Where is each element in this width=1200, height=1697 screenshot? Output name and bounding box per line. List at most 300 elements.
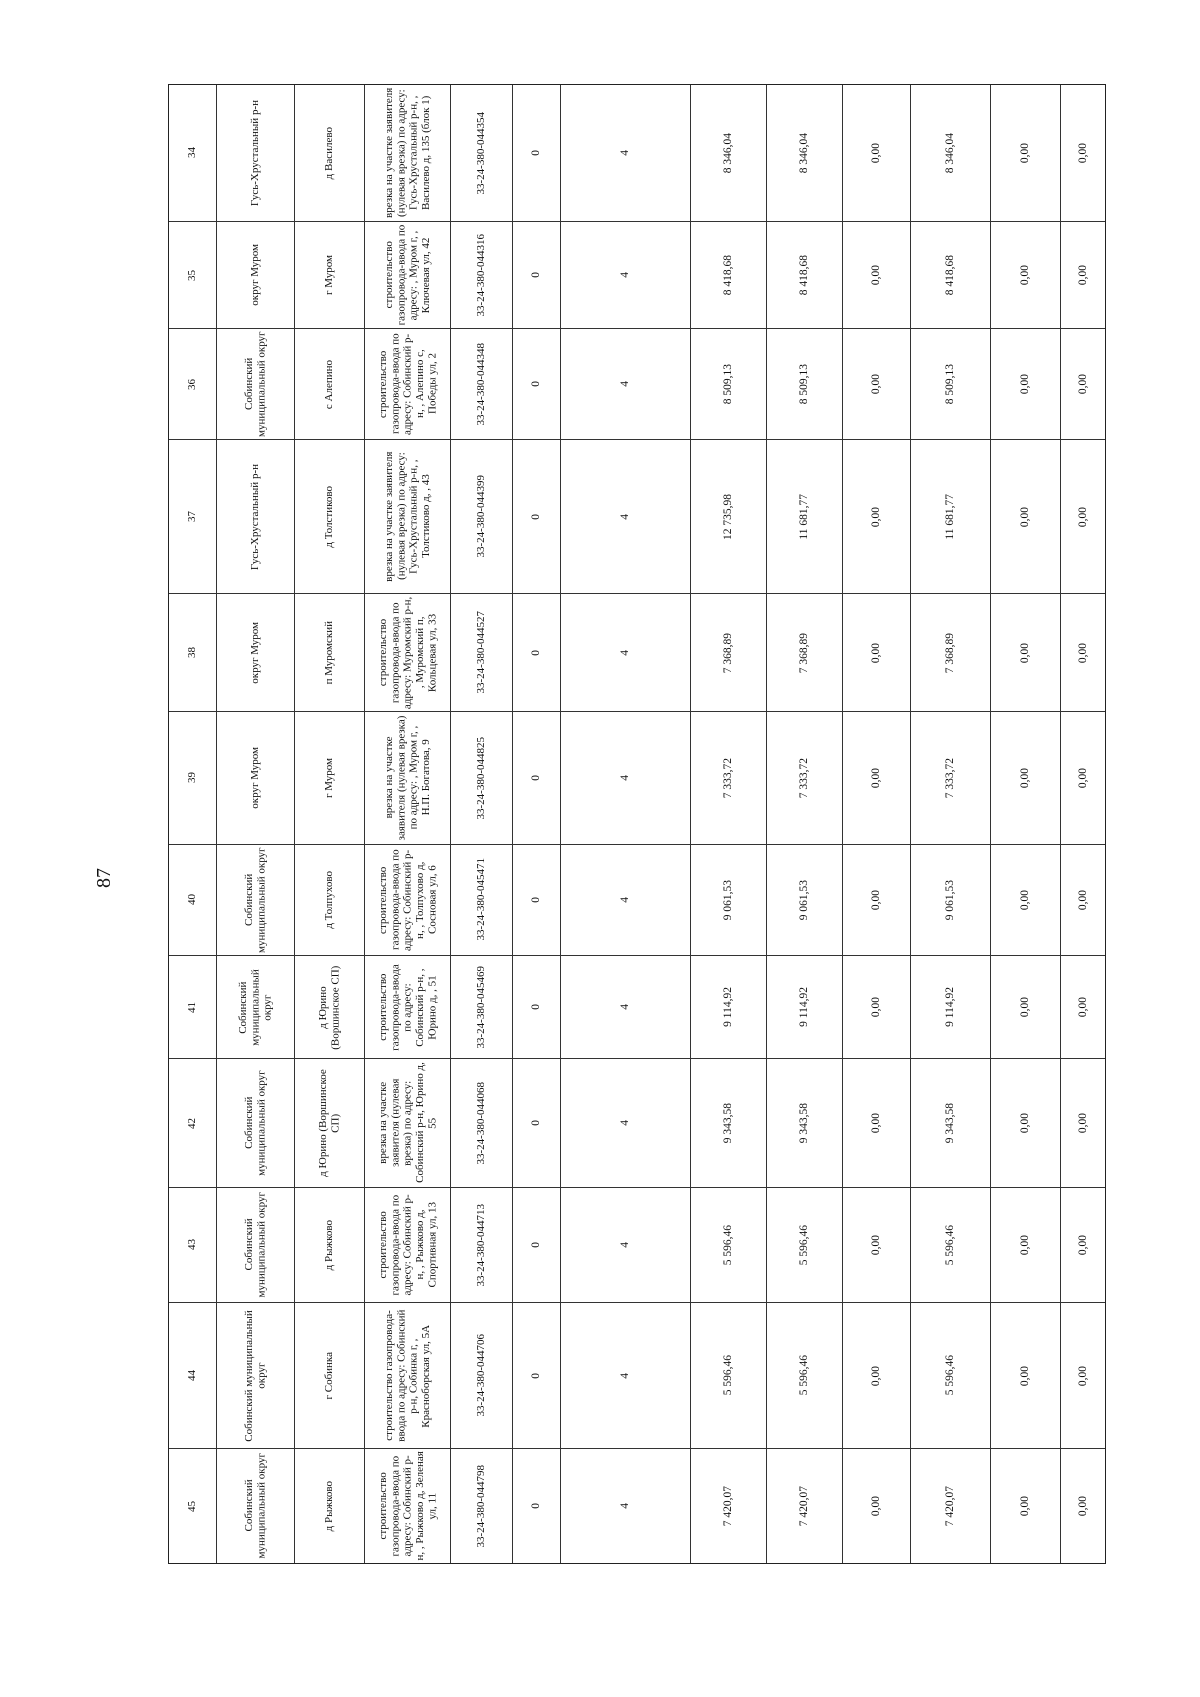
cell-value-2-text: 11 681,77: [798, 493, 811, 540]
cell-col-b: [561, 1188, 691, 1302]
cell-row-number-text: 39: [186, 772, 199, 784]
cell-value-1: [691, 440, 767, 593]
cell-row-number: [169, 845, 217, 955]
cell-value-2: [767, 845, 843, 955]
cell-col-b-text: 4: [619, 272, 632, 279]
cell-description: [365, 329, 451, 439]
cell-settlement: [295, 222, 365, 328]
cell-row-number-text: 35: [186, 269, 199, 281]
cell-row-number: [169, 1188, 217, 1302]
cell-value-5: [991, 1449, 1061, 1563]
cell-district-text: Собинский муниципальный округ: [243, 1453, 268, 1559]
cell-value-6: [1061, 594, 1105, 711]
cell-value-5-text: 0,00: [1019, 1496, 1032, 1517]
cell-code: [451, 1188, 513, 1302]
cell-value-1-text: 9 114,92: [722, 987, 735, 1027]
cell-district-text: округ Муром: [249, 621, 262, 684]
cell-code-text: 33-24-380-044068: [475, 1082, 488, 1165]
cell-row-number: [169, 1449, 217, 1563]
cell-value-5-text: 0,00: [1019, 996, 1032, 1018]
cell-district-text: Собинский муниципальный округ: [243, 846, 268, 953]
cell-row-number: [169, 594, 217, 711]
cell-col-b: [561, 1059, 691, 1187]
cell-settlement: [295, 440, 365, 593]
cell-description: [365, 1188, 451, 1302]
cell-row-number-text: 34: [186, 147, 199, 159]
cell-value-4: [911, 440, 991, 593]
cell-value-4-text: 5 596,46: [944, 1224, 957, 1266]
cell-col-a-text: 0: [530, 1004, 543, 1010]
cell-settlement-text: г Муром: [323, 757, 336, 798]
cell-value-3-text: 0,00: [870, 1365, 883, 1386]
cell-col-b-text: 4: [619, 896, 632, 903]
cell-col-a: [513, 594, 561, 711]
cell-value-5: [991, 85, 1061, 221]
cell-code-text: 33-24-380-044798: [475, 1464, 488, 1548]
cell-col-a-text: 0: [530, 649, 543, 656]
cell-value-1: [691, 222, 767, 328]
cell-value-6-text: 0,00: [1076, 889, 1089, 910]
cell-code: [451, 1059, 513, 1187]
cell-value-3-text: 0,00: [870, 374, 883, 395]
cell-value-4-text: 9 114,92: [944, 987, 957, 1027]
cell-row-number: [169, 956, 217, 1059]
cell-settlement-text: д Юрино (Воршинское СП): [317, 964, 342, 1050]
cell-col-a-text: 0: [530, 1503, 543, 1510]
table-row: [169, 1302, 1105, 1449]
cell-value-3: [843, 85, 911, 221]
cell-district: [217, 85, 295, 221]
cell-value-1-text: 9 343,58: [722, 1103, 735, 1144]
cell-code: [451, 440, 513, 593]
cell-value-5: [991, 712, 1061, 843]
cell-value-6-text: 0,00: [1076, 642, 1089, 663]
cell-settlement-text: д Василево: [323, 126, 336, 180]
cell-settlement-text: д Рыжково: [323, 1219, 336, 1271]
cell-col-b-text: 4: [619, 775, 632, 781]
cell-description-text: строительство газопровода-ввода по адресу: Собинский р-н, , Рыжково д, Спортивная ул, 13: [376, 1194, 438, 1296]
cell-row-number-text: 41: [186, 1001, 199, 1013]
cell-value-6-text: 0,00: [1076, 1113, 1089, 1134]
cell-value-6-text: 0,00: [1076, 142, 1089, 164]
cell-col-b: [561, 85, 691, 221]
cell-district-text: Собинский муниципальный округ: [237, 968, 274, 1046]
cell-value-4: [911, 85, 991, 221]
cell-code-text: 33-24-380-044316: [475, 233, 488, 317]
cell-value-3-text: 0,00: [870, 767, 883, 789]
cell-col-b-text: 4: [619, 513, 632, 520]
cell-value-5-text: 0,00: [1019, 642, 1032, 663]
cell-value-3-text: 0,00: [870, 1496, 883, 1517]
cell-value-4-text: 11 681,77: [944, 493, 957, 540]
cell-description: [365, 222, 451, 328]
cell-value-1-text: 5 596,46: [722, 1224, 735, 1266]
cell-code-text: 33-24-380-044348: [475, 343, 488, 426]
cell-value-4: [911, 845, 991, 955]
cell-description-text: врезка на участке заявителя (нулевая врезка) по адресу: Гусь-Хрустальный р-н, , Толстиково д, , 43: [382, 451, 432, 582]
cell-value-5-text: 0,00: [1019, 506, 1032, 527]
cell-value-4: [911, 222, 991, 328]
cell-row-number-text: 38: [186, 647, 199, 659]
cell-value-4: [911, 594, 991, 711]
cell-value-4-text: 8 346,04: [944, 132, 957, 174]
cell-value-1: [691, 956, 767, 1059]
cell-col-b: [561, 594, 691, 711]
cell-value-1-text: 12 735,98: [722, 493, 735, 540]
cell-settlement-text: д Юрино (Воршинское СП): [317, 1069, 342, 1178]
cell-row-number: [169, 440, 217, 593]
cell-col-b: [561, 712, 691, 843]
cell-row-number: [169, 1059, 217, 1187]
cell-description-text: строительство газопровода-ввода по адресу: , Муром г, , Ключевая ул, 42: [382, 224, 432, 326]
cell-district: [217, 594, 295, 711]
cell-col-a: [513, 1303, 561, 1449]
cell-district: [217, 1303, 295, 1449]
table-row: [169, 593, 1105, 711]
cell-code: [451, 594, 513, 711]
cell-district-text: Собинский муниципальный округ: [243, 1192, 268, 1298]
cell-value-4-text: 5 596,46: [944, 1355, 957, 1396]
cell-code-text: 33-24-380-044706: [475, 1334, 488, 1417]
cell-col-a: [513, 712, 561, 843]
cell-value-4: [911, 712, 991, 843]
cell-settlement: [295, 1188, 365, 1302]
cell-description-text: строительство газопровода-ввода по адресу: Собинский р-н, , Толпухово д, Сосновая ул, 6: [376, 849, 438, 951]
cell-col-a-text: 0: [530, 1242, 543, 1248]
cell-value-2: [767, 594, 843, 711]
cell-settlement: [295, 85, 365, 221]
table-row: [169, 221, 1105, 328]
cell-value-4: [911, 1188, 991, 1302]
cell-description-text: врезка на участке заявителя (нулевая врезка) по адресу: , Муром г, , Н.П. Богатова, 9: [382, 715, 432, 841]
cell-col-b: [561, 329, 691, 439]
cell-row-number-text: 42: [186, 1117, 199, 1129]
cell-description-text: строительство газопровода-ввода по адресу: Муромский р-н, , Муромский п, Кольцевая ул, 33: [376, 596, 438, 709]
cell-value-2-text: 5 596,46: [798, 1355, 811, 1396]
cell-row-number: [169, 85, 217, 221]
cell-description: [365, 712, 451, 843]
cell-value-6-text: 0,00: [1076, 767, 1089, 789]
cell-description: [365, 1059, 451, 1187]
cell-value-1-text: 8 346,04: [722, 132, 735, 174]
cell-settlement: [295, 329, 365, 439]
cell-value-1-text: 8 509,13: [722, 364, 735, 405]
cell-description-text: строительство газопровода-ввода по адресу: Собинский р-н, , Рыжково д, Зеленая ул, 11: [376, 1451, 438, 1561]
cell-value-3: [843, 440, 911, 593]
cell-value-3-text: 0,00: [870, 642, 883, 663]
cell-value-3: [843, 1449, 911, 1563]
cell-code-text: 33-24-380-044825: [475, 736, 488, 820]
cell-col-b-text: 4: [619, 1004, 632, 1010]
cell-district: [217, 956, 295, 1059]
cell-value-4-text: 7 333,72: [944, 757, 957, 799]
cell-value-2-text: 8 346,04: [798, 132, 811, 174]
cell-value-6: [1061, 1449, 1105, 1563]
cell-value-4: [911, 1449, 991, 1563]
cell-value-2-text: 7 368,89: [798, 632, 811, 673]
cell-col-a: [513, 1449, 561, 1563]
cell-description-text: врезка на участке заявителя (нулевая врезка) по адресу: Собинский р-н, Юрино д, 55: [376, 1062, 438, 1184]
cell-col-b-text: 4: [619, 150, 632, 156]
cell-value-2-text: 9 061,53: [798, 879, 811, 920]
cell-value-4-text: 9 343,58: [944, 1103, 957, 1144]
table-row: [169, 955, 1105, 1059]
cell-settlement: [295, 1449, 365, 1563]
cell-code-text: 33-24-380-044354: [475, 111, 488, 195]
cell-value-2-text: 7 420,07: [798, 1486, 811, 1527]
cell-value-5: [991, 1059, 1061, 1187]
table-row: [169, 844, 1105, 955]
cell-value-6-text: 0,00: [1076, 996, 1089, 1018]
cell-district-text: округ Муром: [249, 244, 262, 307]
cell-value-3: [843, 594, 911, 711]
cell-value-3: [843, 1303, 911, 1449]
cell-col-b: [561, 956, 691, 1059]
cell-col-b-text: 4: [619, 1372, 632, 1379]
cell-value-4: [911, 1303, 991, 1449]
cell-value-5: [991, 440, 1061, 593]
cell-value-1: [691, 845, 767, 955]
cell-code: [451, 845, 513, 955]
cell-description-text: строительство газопровода-ввода по адресу: Собинский р-н, Собинка г, , Красноборская ул, 5А: [382, 1309, 432, 1442]
table-row: [169, 328, 1105, 439]
cell-col-a-text: 0: [530, 1372, 543, 1379]
cell-value-4-text: 8 418,68: [944, 255, 957, 296]
cell-value-2: [767, 956, 843, 1059]
cell-district: [217, 1449, 295, 1563]
cell-col-a-text: 0: [530, 1120, 543, 1127]
cell-col-a-text: 0: [530, 775, 543, 781]
cell-district: [217, 1188, 295, 1302]
cell-value-6-text: 0,00: [1076, 506, 1089, 527]
cell-col-a: [513, 440, 561, 593]
cell-description-text: строительство газопровода-ввода по адресу: Собинский р-н, , Алепино с, Победы ул, 2: [376, 333, 438, 435]
cell-value-3: [843, 329, 911, 439]
cell-value-1: [691, 1449, 767, 1563]
cell-row-number-text: 43: [186, 1239, 199, 1251]
cell-value-1-text: 9 061,53: [722, 879, 735, 920]
cell-col-a: [513, 222, 561, 328]
cell-settlement-text: д Рыжково: [323, 1481, 336, 1532]
cell-value-5: [991, 329, 1061, 439]
cell-value-2: [767, 1188, 843, 1302]
data-table: [168, 84, 1106, 1564]
cell-value-2-text: 9 343,58: [798, 1103, 811, 1144]
cell-value-2-text: 5 596,46: [798, 1224, 811, 1266]
cell-value-5: [991, 222, 1061, 328]
cell-value-4: [911, 956, 991, 1059]
cell-value-5: [991, 1188, 1061, 1302]
cell-value-6: [1061, 329, 1105, 439]
cell-code: [451, 222, 513, 328]
cell-value-4-text: 8 509,13: [944, 364, 957, 405]
cell-col-a: [513, 845, 561, 955]
cell-district-text: Гусь-Хрустальный р-н: [249, 99, 262, 207]
cell-value-1: [691, 594, 767, 711]
cell-code: [451, 329, 513, 439]
table-row: [169, 711, 1105, 843]
cell-value-1-text: 7 333,72: [722, 757, 735, 799]
cell-value-1: [691, 1303, 767, 1449]
cell-value-2: [767, 440, 843, 593]
table-row: [169, 439, 1105, 593]
cell-value-2: [767, 1059, 843, 1187]
cell-settlement-text: д Толпухово: [323, 870, 336, 929]
cell-value-5-text: 0,00: [1019, 374, 1032, 395]
cell-district: [217, 1059, 295, 1187]
table-row: [169, 1187, 1105, 1302]
cell-description: [365, 1303, 451, 1449]
cell-value-6: [1061, 712, 1105, 843]
cell-value-2-text: 8 418,68: [798, 255, 811, 296]
cell-row-number: [169, 1303, 217, 1449]
cell-value-4-text: 7 368,89: [944, 632, 957, 673]
cell-col-b-text: 4: [619, 649, 632, 656]
cell-value-2-text: 9 114,92: [798, 987, 811, 1027]
cell-settlement: [295, 1059, 365, 1187]
cell-value-4-text: 9 061,53: [944, 879, 957, 920]
cell-code-text: 33-24-380-044399: [475, 475, 488, 558]
cell-value-1-text: 8 418,68: [722, 255, 735, 296]
cell-value-2: [767, 1449, 843, 1563]
cell-col-b: [561, 1303, 691, 1449]
cell-value-1: [691, 1188, 767, 1302]
cell-settlement: [295, 845, 365, 955]
cell-settlement: [295, 712, 365, 843]
cell-settlement-text: г Собинка: [323, 1351, 336, 1400]
cell-value-6: [1061, 440, 1105, 593]
table-row: [169, 85, 1105, 221]
cell-value-3-text: 0,00: [870, 265, 883, 286]
cell-row-number: [169, 222, 217, 328]
cell-value-2: [767, 85, 843, 221]
cell-row-number-text: 45: [186, 1500, 199, 1512]
cell-value-2-text: 7 333,72: [798, 757, 811, 799]
cell-value-1: [691, 712, 767, 843]
cell-value-3-text: 0,00: [870, 506, 883, 527]
cell-value-2: [767, 712, 843, 843]
cell-value-4: [911, 329, 991, 439]
cell-col-a-text: 0: [530, 381, 543, 388]
cell-value-3-text: 0,00: [870, 996, 883, 1018]
cell-value-5: [991, 845, 1061, 955]
cell-value-3: [843, 712, 911, 843]
cell-value-1-text: 7 420,07: [722, 1486, 735, 1527]
cell-value-5-text: 0,00: [1019, 889, 1032, 910]
cell-code: [451, 85, 513, 221]
cell-row-number: [169, 329, 217, 439]
cell-code-text: 33-24-380-045471: [475, 858, 488, 941]
cell-value-3-text: 0,00: [870, 1234, 883, 1256]
cell-value-6: [1061, 1059, 1105, 1187]
cell-value-2: [767, 329, 843, 439]
cell-value-2: [767, 1303, 843, 1449]
cell-value-6-text: 0,00: [1076, 1234, 1089, 1256]
cell-code-text: 33-24-380-044713: [475, 1203, 488, 1287]
cell-description: [365, 85, 451, 221]
cell-value-3-text: 0,00: [870, 889, 883, 910]
cell-row-number-text: 40: [186, 894, 199, 906]
cell-col-b-text: 4: [619, 1503, 632, 1510]
cell-value-5-text: 0,00: [1019, 1113, 1032, 1134]
cell-value-5-text: 0,00: [1019, 142, 1032, 164]
cell-col-b-text: 4: [619, 1242, 632, 1248]
cell-district-text: округ Муром: [249, 747, 262, 809]
cell-value-2-text: 8 509,13: [798, 364, 811, 405]
cell-col-b-text: 4: [619, 381, 632, 388]
cell-value-5: [991, 594, 1061, 711]
cell-value-6: [1061, 1188, 1105, 1302]
cell-value-1: [691, 1059, 767, 1187]
cell-row-number-text: 44: [186, 1370, 199, 1382]
cell-value-3: [843, 845, 911, 955]
table-row: [169, 1058, 1105, 1187]
cell-row-number-text: 36: [186, 378, 199, 390]
cell-value-3: [843, 1059, 911, 1187]
cell-col-a: [513, 85, 561, 221]
cell-value-6-text: 0,00: [1076, 265, 1089, 286]
cell-code: [451, 1449, 513, 1563]
cell-value-1-text: 5 596,46: [722, 1355, 735, 1396]
cell-settlement: [295, 956, 365, 1059]
cell-col-b: [561, 845, 691, 955]
cell-code-text: 33-24-380-044527: [475, 611, 488, 694]
table-row: [169, 1448, 1105, 1563]
cell-description: [365, 1449, 451, 1563]
cell-col-a: [513, 1059, 561, 1187]
cell-settlement: [295, 1303, 365, 1449]
cell-col-b: [561, 222, 691, 328]
cell-value-1: [691, 329, 767, 439]
cell-settlement-text: п Муромский: [323, 621, 336, 685]
cell-value-3: [843, 222, 911, 328]
cell-col-a: [513, 329, 561, 439]
cell-col-a-text: 0: [530, 896, 543, 903]
cell-settlement-text: с Алепино: [323, 359, 336, 409]
cell-value-5: [991, 1303, 1061, 1449]
cell-code-text: 33-24-380-045469: [475, 965, 488, 1049]
cell-col-a-text: 0: [530, 272, 543, 279]
cell-settlement-text: г Муром: [323, 255, 336, 296]
cell-district: [217, 712, 295, 843]
cell-value-4: [911, 1059, 991, 1187]
cell-col-a-text: 0: [530, 513, 543, 520]
cell-value-1-text: 7 368,89: [722, 632, 735, 673]
cell-value-3: [843, 1188, 911, 1302]
cell-code: [451, 1303, 513, 1449]
cell-col-b: [561, 1449, 691, 1563]
cell-row-number: [169, 712, 217, 843]
cell-description: [365, 440, 451, 593]
cell-col-a: [513, 1188, 561, 1302]
cell-value-1: [691, 85, 767, 221]
cell-code: [451, 956, 513, 1059]
cell-value-6-text: 0,00: [1076, 1496, 1089, 1517]
cell-value-5-text: 0,00: [1019, 1365, 1032, 1386]
cell-district-text: Собинский муниципальный округ: [243, 1309, 268, 1442]
cell-value-4-text: 7 420,07: [944, 1486, 957, 1527]
cell-row-number-text: 37: [186, 511, 199, 523]
cell-value-5: [991, 956, 1061, 1059]
cell-value-6: [1061, 222, 1105, 328]
cell-district: [217, 845, 295, 955]
cell-settlement-text: д Толстиково: [323, 485, 336, 548]
cell-col-a-text: 0: [530, 150, 543, 156]
cell-value-3-text: 0,00: [870, 142, 883, 164]
cell-col-b-text: 4: [619, 1120, 632, 1127]
page-number: 87: [93, 868, 115, 888]
cell-value-6: [1061, 956, 1105, 1059]
